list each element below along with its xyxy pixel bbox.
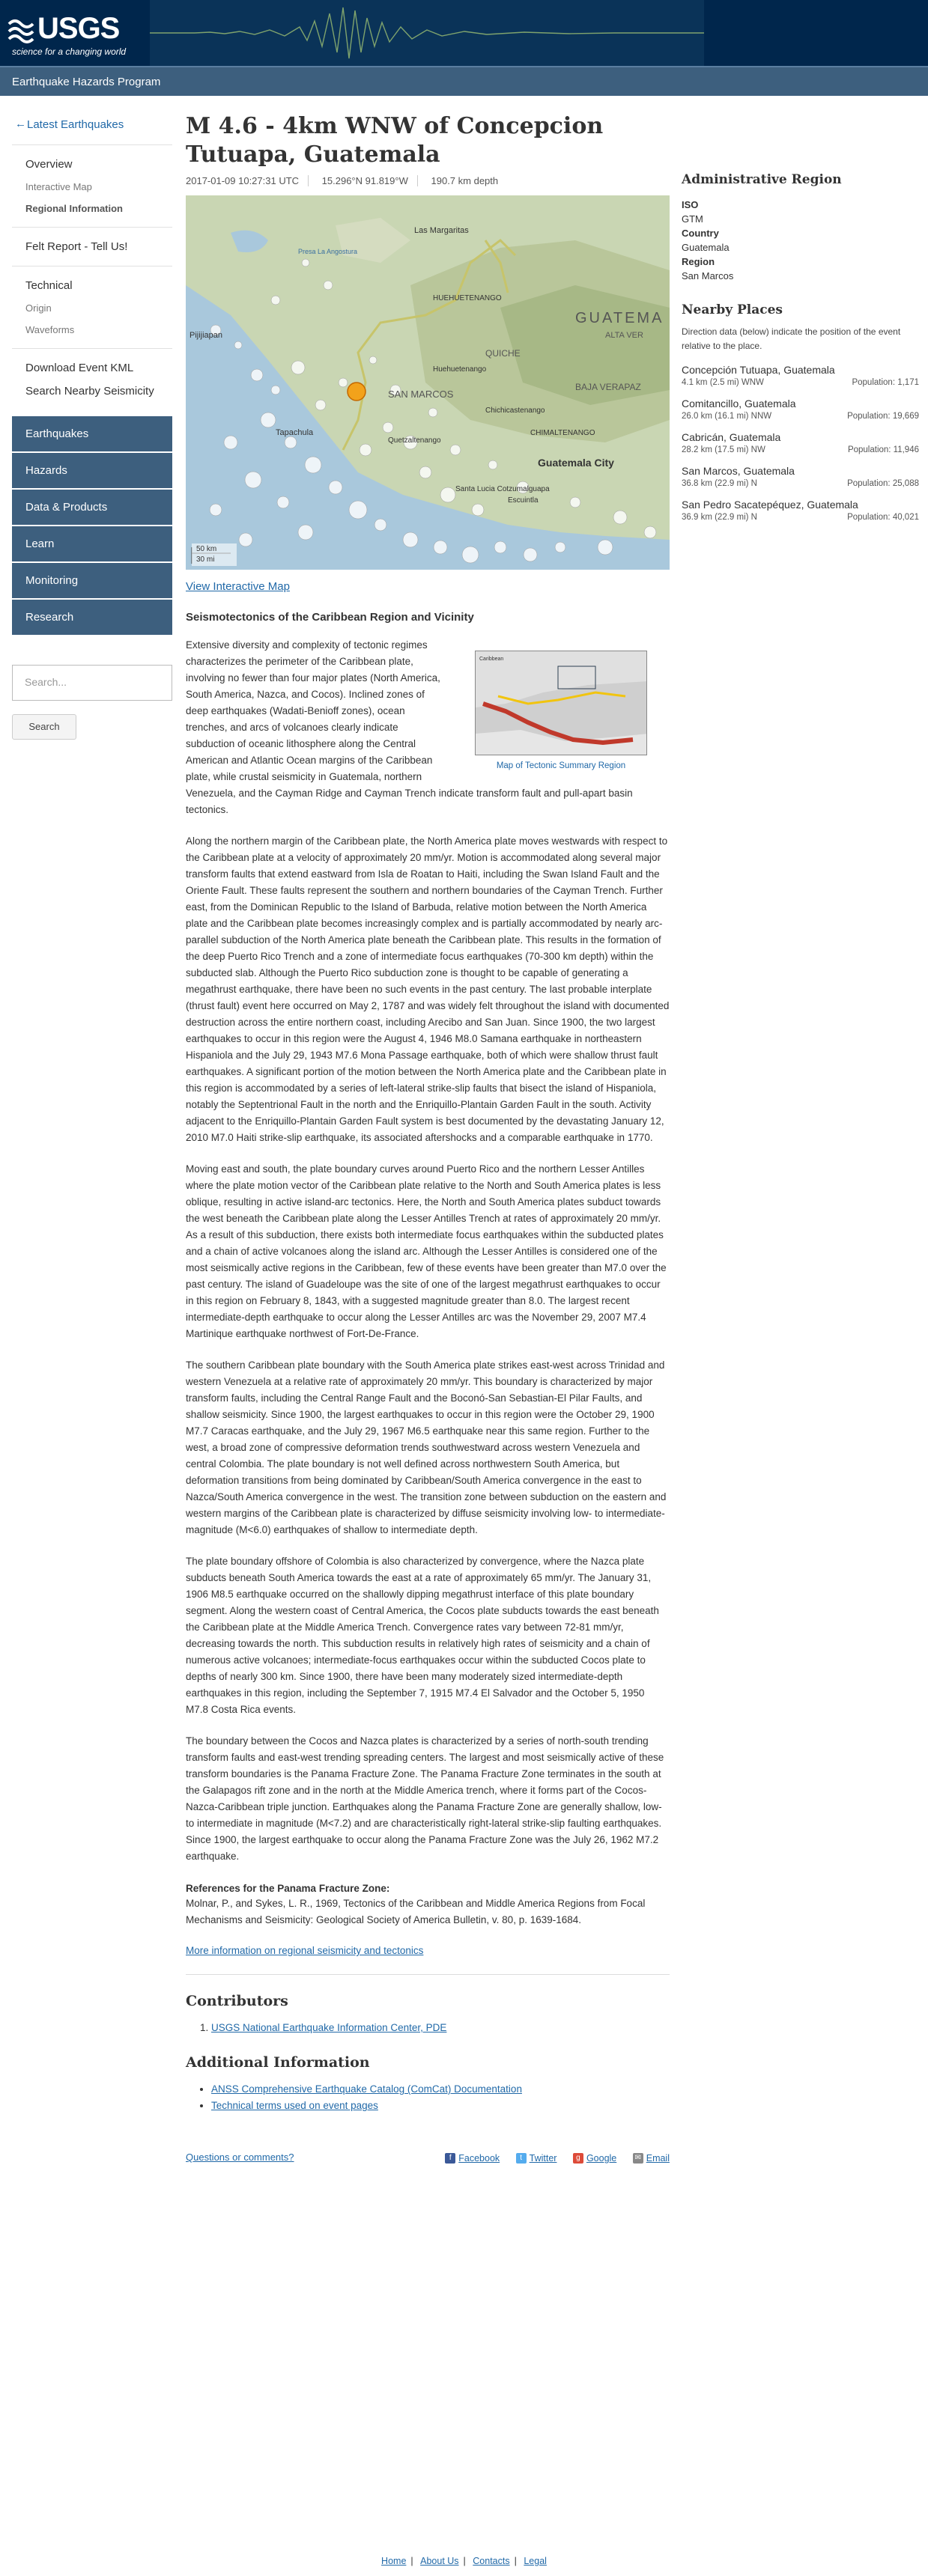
facebook-link[interactable]: Facebook	[458, 2153, 500, 2164]
back-arrow-icon: ←	[15, 118, 26, 130]
place-distance: 26.0 km (16.1 mi) NNW	[682, 412, 772, 421]
google-icon: g	[573, 2153, 583, 2164]
sidebar-divider	[12, 227, 172, 228]
nearby-place	[682, 364, 919, 387]
place-name: San Pedro Sacatepéquez, Guatemala	[682, 499, 858, 511]
svg-text:Presa La Angostura: Presa La Angostura	[298, 248, 358, 255]
seismogram-graphic	[150, 0, 704, 66]
admin-region-title: Administrative Region	[682, 172, 842, 187]
sidebar	[12, 112, 172, 740]
region-label: Region	[682, 256, 715, 267]
references-title: References for the Panama Fracture Zone:	[186, 1883, 390, 1894]
nearby-place	[682, 431, 919, 454]
usgs-banner	[0, 0, 928, 66]
additional-info-title: Additional Information	[186, 2054, 370, 2071]
place-population: Population: 1,171	[852, 378, 919, 387]
sidebar-item-search-nearby[interactable]: Search Nearby Seismicity	[25, 385, 154, 398]
program-navbar[interactable]	[0, 66, 928, 96]
map-canvas[interactable]	[186, 195, 670, 570]
tectonics-paragraph: The boundary between the Cocos and Nazca plates is characterized by a series of north-south trending transform faults and east-west trending spreading centers. The largest and most seismically active of these transform boundaries is the Panama Fracture Zone. The Panama Fracture Zone terminates in the south at the Galapagos rift zone and in the north at the Middle America trench, where it forms part of the Cocos-Nazca-Caribbean triple junction. Earthquakes along the Panama Fracture Zone are generally shallow, low- to intermediate in magnitude (M<7.2) and are characteristically right-lateral strike-slip faulting earthquakes. Since 1900, the largest earthquake to occur along the Panama Fracture Zone was the July 26, 1962 M7.2 earthquake.	[186, 1735, 664, 1862]
footer-legal-link[interactable]: Legal	[524, 2556, 547, 2566]
tectonics-title: Seismotectonics of the Caribbean Region and Vicinity	[186, 611, 474, 624]
share-facebook[interactable]	[445, 2153, 500, 2164]
svg-text:Chichicastenango: Chichicastenango	[485, 407, 545, 415]
email-link[interactable]: Email	[646, 2153, 670, 2164]
place-population: Population: 40,021	[847, 513, 919, 522]
email-icon: ✉	[633, 2153, 643, 2164]
place-distance: 28.2 km (17.5 mi) NW	[682, 445, 765, 454]
tectonics-paragraph: Moving east and south, the plate boundary curves around Puerto Rico and the northern Lesser Antilles where the plate motion vector of the Caribbean plate relative to the North and South America plates is less oblique, resulting in active island-arc tectonics. Here, the North and South America plates subduct towards the west beneath the Caribbean plate along the Lesser Antilles Trench at rates of approximately 20 mm/yr. As a result of this subduction, there exists both intermediate focus earthquakes within the subducted plates and a chain of active volcanoes along the island arc. Although the Lesser Antilles is considered one of the most seismically active regions in the Caribbean, few of these events have been greater than M7.0 over the past century. The island of Guadeloupe was the site of one of the largest megathrust earthquakes to occur in this region on February 8, 1843, with a suggested magnitude greater than 8.0. The largest recent intermediate-depth earthquake to occur along the Lesser Antilles arc was the November 29, 2007 M7.4 Martinique earthquake northwest of Fort-De-France.	[186, 1163, 667, 1339]
footer-contacts-link[interactable]: Contacts	[473, 2556, 510, 2566]
admin-region-details	[682, 198, 919, 283]
twitter-icon: t	[516, 2153, 527, 2164]
map-scale-mi: 30 mi	[196, 555, 215, 564]
event-epicenter-marker[interactable]	[348, 383, 366, 401]
contributor-link[interactable]: USGS National Earthquake Information Center, PDE	[211, 2022, 447, 2033]
share-google[interactable]	[573, 2153, 616, 2164]
region-value: San Marcos	[682, 270, 734, 281]
nearby-places-title: Nearby Places	[682, 302, 783, 317]
references-text: Molnar, P., and Sykes, L. R., 1969, Tectonics of the Caribbean and Middle America Regions from Focal Mechanisms and Seismicity: Geological Society of America Bulletin, v. 80, p. 1639-1684.	[186, 1898, 646, 1925]
google-link[interactable]: Google	[586, 2153, 617, 2164]
contributors-list	[186, 2020, 670, 2036]
nav-data-products[interactable]: Data & Products	[12, 488, 172, 525]
place-name: Comitancillo, Guatemala	[682, 398, 796, 409]
list-item	[211, 2081, 670, 2098]
additional-info-list	[186, 2081, 670, 2114]
footer-home-link[interactable]: Home	[381, 2556, 407, 2566]
latest-earthquakes-link[interactable]	[12, 112, 172, 137]
svg-text:QUICHE: QUICHE	[485, 348, 521, 359]
svg-text:ALTA VER: ALTA VER	[605, 331, 643, 340]
bottom-links: Home | About Us | Contacts | Legal	[381, 2556, 547, 2566]
place-name: Cabricán, Guatemala	[682, 431, 781, 443]
svg-text:Tapachula: Tapachula	[276, 428, 314, 437]
sidebar-item-overview[interactable]: Overview	[25, 158, 73, 171]
nearby-place	[682, 465, 919, 488]
regional-map[interactable]	[186, 195, 670, 570]
sidebar-item-download-kml[interactable]: Download Event KML	[25, 362, 134, 374]
section-divider	[186, 1974, 670, 1975]
place-distance: 4.1 km (2.5 mi) WNW	[682, 378, 764, 387]
right-column	[682, 172, 919, 522]
sidebar-divider	[12, 266, 172, 267]
share-twitter[interactable]	[516, 2153, 557, 2164]
sidebar-item-felt-report[interactable]: Felt Report - Tell Us!	[25, 240, 128, 253]
more-info-link[interactable]: More information on regional seismicity and tectonics	[186, 1945, 424, 1956]
svg-text:Las Margaritas: Las Margaritas	[414, 226, 469, 235]
tectonics-paragraph: Along the northern margin of the Caribbean plate, the North America plate moves westwards with respect to the Caribbean plate at a velocity of approximately 20 mm/yr. Motion is accommodated along several major transform faults that extend eastward from Isla de Roatan to Haiti, including the Swan Island Fault and the Oriente Fault. These faults represent the southern and northern boundaries of the Cayman Trench. Further east, from the Dominican Republic to the Island of Barbuda, relative motion between the North America plate and the Caribbean plate becomes increasingly complex and is partially accommodated by nearly arc-parallel subduction of the North America plate beneath the Caribbean plate. This results in the formation of the deep Puerto Rico Trench and a zone of intermediate focus earthquakes (70-300 km depth) within the subducted slab. Although the Puerto Rico subduction zone is thought to be capable of generating a megathrust earthquake, there have been no such events in the past century. The last probable interplate (thrust fault) event here occurred on May 2, 1787 and was widely felt throughout the island with documented destruction across the entire northern coast, including Arecibo and San Juan. Since 1900, the two largest earthquakes to occur in this region were the August 4, 1946 M8.0 Samana earthquake in northeastern Hispaniola and the July 29, 1943 M7.6 Mona Passage earthquake, both of which were shallow thrust fault earthquakes. A significant portion of the motion between the North America plate and the Caribbean plate in this region is accommodated by a series of left-lateral strike-slip faults that bisect the island of Hispaniola, notably the Septentrional Fault in the north and the Enriquillo-Plantain Garden Fault in the south. Activity adjacent to the Enriquillo-Plantain Garden Fault system is best documented by the devastating January 12, 2010 M7.0 Haiti strike-slip earthquake, its associated aftershocks and a comparable earthquake in 1770.	[186, 835, 670, 1143]
program-title[interactable]: Earthquake Hazards Program	[12, 76, 161, 88]
nav-earthquakes[interactable]: Earthquakes	[12, 415, 172, 451]
usgs-wave-icon	[7, 15, 34, 45]
search-input[interactable]: Search...	[12, 665, 172, 701]
nearby-place	[682, 499, 919, 522]
nav-research[interactable]: Research	[12, 598, 172, 635]
sidebar-item-regional-information[interactable]: Regional Information	[25, 203, 123, 214]
usgs-logo[interactable]	[7, 9, 150, 58]
share-email[interactable]	[633, 2153, 670, 2164]
event-depth: 190.7 km depth	[431, 175, 499, 186]
nearby-places-desc: Direction data (below) indicate the position of the event relative to the place.	[682, 326, 901, 351]
place-distance: 36.8 km (22.9 mi) N	[682, 479, 757, 488]
tectonics-paragraph: Extensive diversity and complexity of tectonic regimes characterizes the perimeter of the Caribbean plate, involving no fewer than four major plates (North America, South America, Nazca, and Cocos). Inclined zones of deep earthquakes (Wadati-Benioff zones), ocean trenches, and arcs of volcanoes clearly indicate subduction of oceanic lithosphere along the Central American and Atlantic Ocean margins of the Caribbean plate, while crustal seismicity in Guatemala, northern Venezuela, and the Cayman Ridge and Cayman Trench indicate transform fault and pull-apart basin tectonics.	[186, 639, 633, 815]
sidebar-item-interactive-map[interactable]: Interactive Map	[25, 181, 92, 192]
logo-text: USGS	[37, 12, 120, 45]
nearby-place	[682, 398, 919, 421]
svg-text:Guatemala City: Guatemala City	[538, 457, 614, 469]
sidebar-divider	[12, 348, 172, 349]
facebook-icon: f	[445, 2153, 455, 2164]
technical-terms-link[interactable]: Technical terms used on event pages	[211, 2100, 378, 2111]
place-name: San Marcos, Guatemala	[682, 465, 795, 477]
nav-monitoring[interactable]: Monitoring	[12, 561, 172, 598]
tectonic-figure[interactable]	[452, 651, 670, 770]
latest-earthquakes-label: Latest Earthquakes	[27, 118, 124, 131]
svg-text:GUATEMA: GUATEMA	[575, 310, 664, 326]
share-links	[431, 2152, 670, 2164]
twitter-link[interactable]: Twitter	[529, 2153, 557, 2164]
place-name: Concepción Tutuapa, Guatemala	[682, 364, 835, 376]
place-population: Population: 11,946	[847, 445, 919, 454]
main-content	[186, 112, 670, 2167]
site-nav	[12, 415, 172, 635]
questions-link[interactable]: Questions or comments?	[186, 2152, 294, 2163]
sidebar-divider	[12, 144, 172, 145]
event-time: 2017-01-09 10:27:31 UTC	[186, 175, 309, 186]
footer-about-link[interactable]: About Us	[420, 2556, 459, 2566]
list-item	[211, 2098, 670, 2114]
svg-text:HUEHUETENANGO: HUEHUETENANGO	[433, 294, 502, 302]
place-population: Population: 19,669	[847, 412, 919, 421]
tectonic-figure-caption[interactable]: Map of Tectonic Summary Region	[496, 761, 626, 770]
country-label: Country	[682, 228, 719, 239]
contributors-title: Contributors	[186, 1993, 288, 2009]
country-value: Guatemala	[682, 242, 730, 253]
iso-value: GTM	[682, 213, 703, 225]
tectonic-summary-map[interactable]	[475, 651, 647, 755]
tectonics-paragraph: The plate boundary offshore of Colombia is also characterized by convergence, where the Nazca plate subducts beneath South America towards the east at a rate of approximately 65 mm/yr. The January 31, 1906 M8.5 earthquake occurred on the shallowly dipping megathrust interface of this plate boundary segment. Along the western coast of Central America, the Cocos plate subducts towards the east beneath the Caribbean plate at the Middle America Trench. Convergence rates vary between 72-81 mm/yr, decreasing towards the north. This subduction results in relatively high rates of seismicity and a chain of numerous active volcanoes; intermediate-focus earthquakes occur within the subducted Cocos plate to depths of nearly 300 km. Since 1900, there have been many moderately sized intermediate-depth earthquakes in this region, including the September 7, 1915 M7.4 El Salvador and the October 5, 1950 M7.8 Costa Rica events.	[186, 1556, 659, 1715]
event-coordinates: 15.296°N 91.819°W	[322, 175, 418, 186]
event-meta	[186, 175, 670, 186]
event-title: M 4.6 - 4km WNW of Concepcion Tutuapa, Guatemala	[186, 113, 604, 168]
sidebar-item-waveforms[interactable]: Waveforms	[25, 324, 75, 335]
sidebar-item-origin[interactable]: Origin	[25, 302, 52, 314]
comcat-doc-link[interactable]: ANSS Comprehensive Earthquake Catalog (ComCat) Documentation	[211, 2083, 522, 2095]
place-population: Population: 25,088	[847, 479, 919, 488]
iso-label: ISO	[682, 199, 699, 210]
tectonics-body	[186, 637, 670, 1865]
svg-text:Caribbean: Caribbean	[479, 657, 504, 662]
list-item	[211, 2020, 670, 2036]
logo-tagline: science for a changing world	[12, 46, 127, 57]
tectonics-paragraph: The southern Caribbean plate boundary with the South America plate strikes east-west across Trinidad and western Venezuela at a relative rate of approximately 20 mm/yr. This boundary is characterized by major transform faults, including the Central Range Fault and the Boconó-San Sebastian-El Pilar Faults, and shallow seismicity. Since 1900, the largest earthquakes to occur in this region were the October 29, 1900 M7.7 Caracas earthquake, and the July 29, 1967 M6.5 earthquake near this same region. Further to the west, a broad zone of compressive deformation trends southwestward across western Venezuela and central Colombia. The plate boundary is not well defined across northwestern South America, but deformation transitions from being dominated by Caribbean/South America convergence in the east to Nazca/South America convergence in the west. The transition zone between subduction on the eastern and western margins of the Caribbean plate is characterized by diffuse seismicity involving low- to intermediate-magnitude (M<6.0) earthquakes of shallow to intermediate depth.	[186, 1359, 667, 1535]
svg-text:Huehuetenango: Huehuetenango	[433, 365, 487, 374]
search-button[interactable]: Search	[12, 714, 76, 740]
svg-text:Quetzaltenango: Quetzaltenango	[388, 436, 441, 445]
place-distance: 36.9 km (22.9 mi) N	[682, 513, 757, 522]
sidebar-item-technical[interactable]: Technical	[25, 279, 73, 292]
svg-text:Escuintla: Escuintla	[508, 496, 539, 505]
svg-text:Pijijiapan: Pijijiapan	[189, 331, 223, 340]
nav-learn[interactable]: Learn	[12, 525, 172, 561]
svg-text:Santa Lucia Cotzumalguapa: Santa Lucia Cotzumalguapa	[455, 485, 550, 493]
svg-text:BAJA VERAPAZ: BAJA VERAPAZ	[575, 382, 641, 392]
page-footer	[186, 2152, 670, 2167]
nav-hazards[interactable]: Hazards	[12, 451, 172, 488]
map-scale-km: 50 km	[196, 545, 217, 553]
svg-text:SAN MARCOS: SAN MARCOS	[388, 389, 454, 400]
svg-text:CHIMALTENANGO: CHIMALTENANGO	[530, 429, 595, 437]
view-interactive-map-link[interactable]: View Interactive Map	[186, 580, 290, 593]
